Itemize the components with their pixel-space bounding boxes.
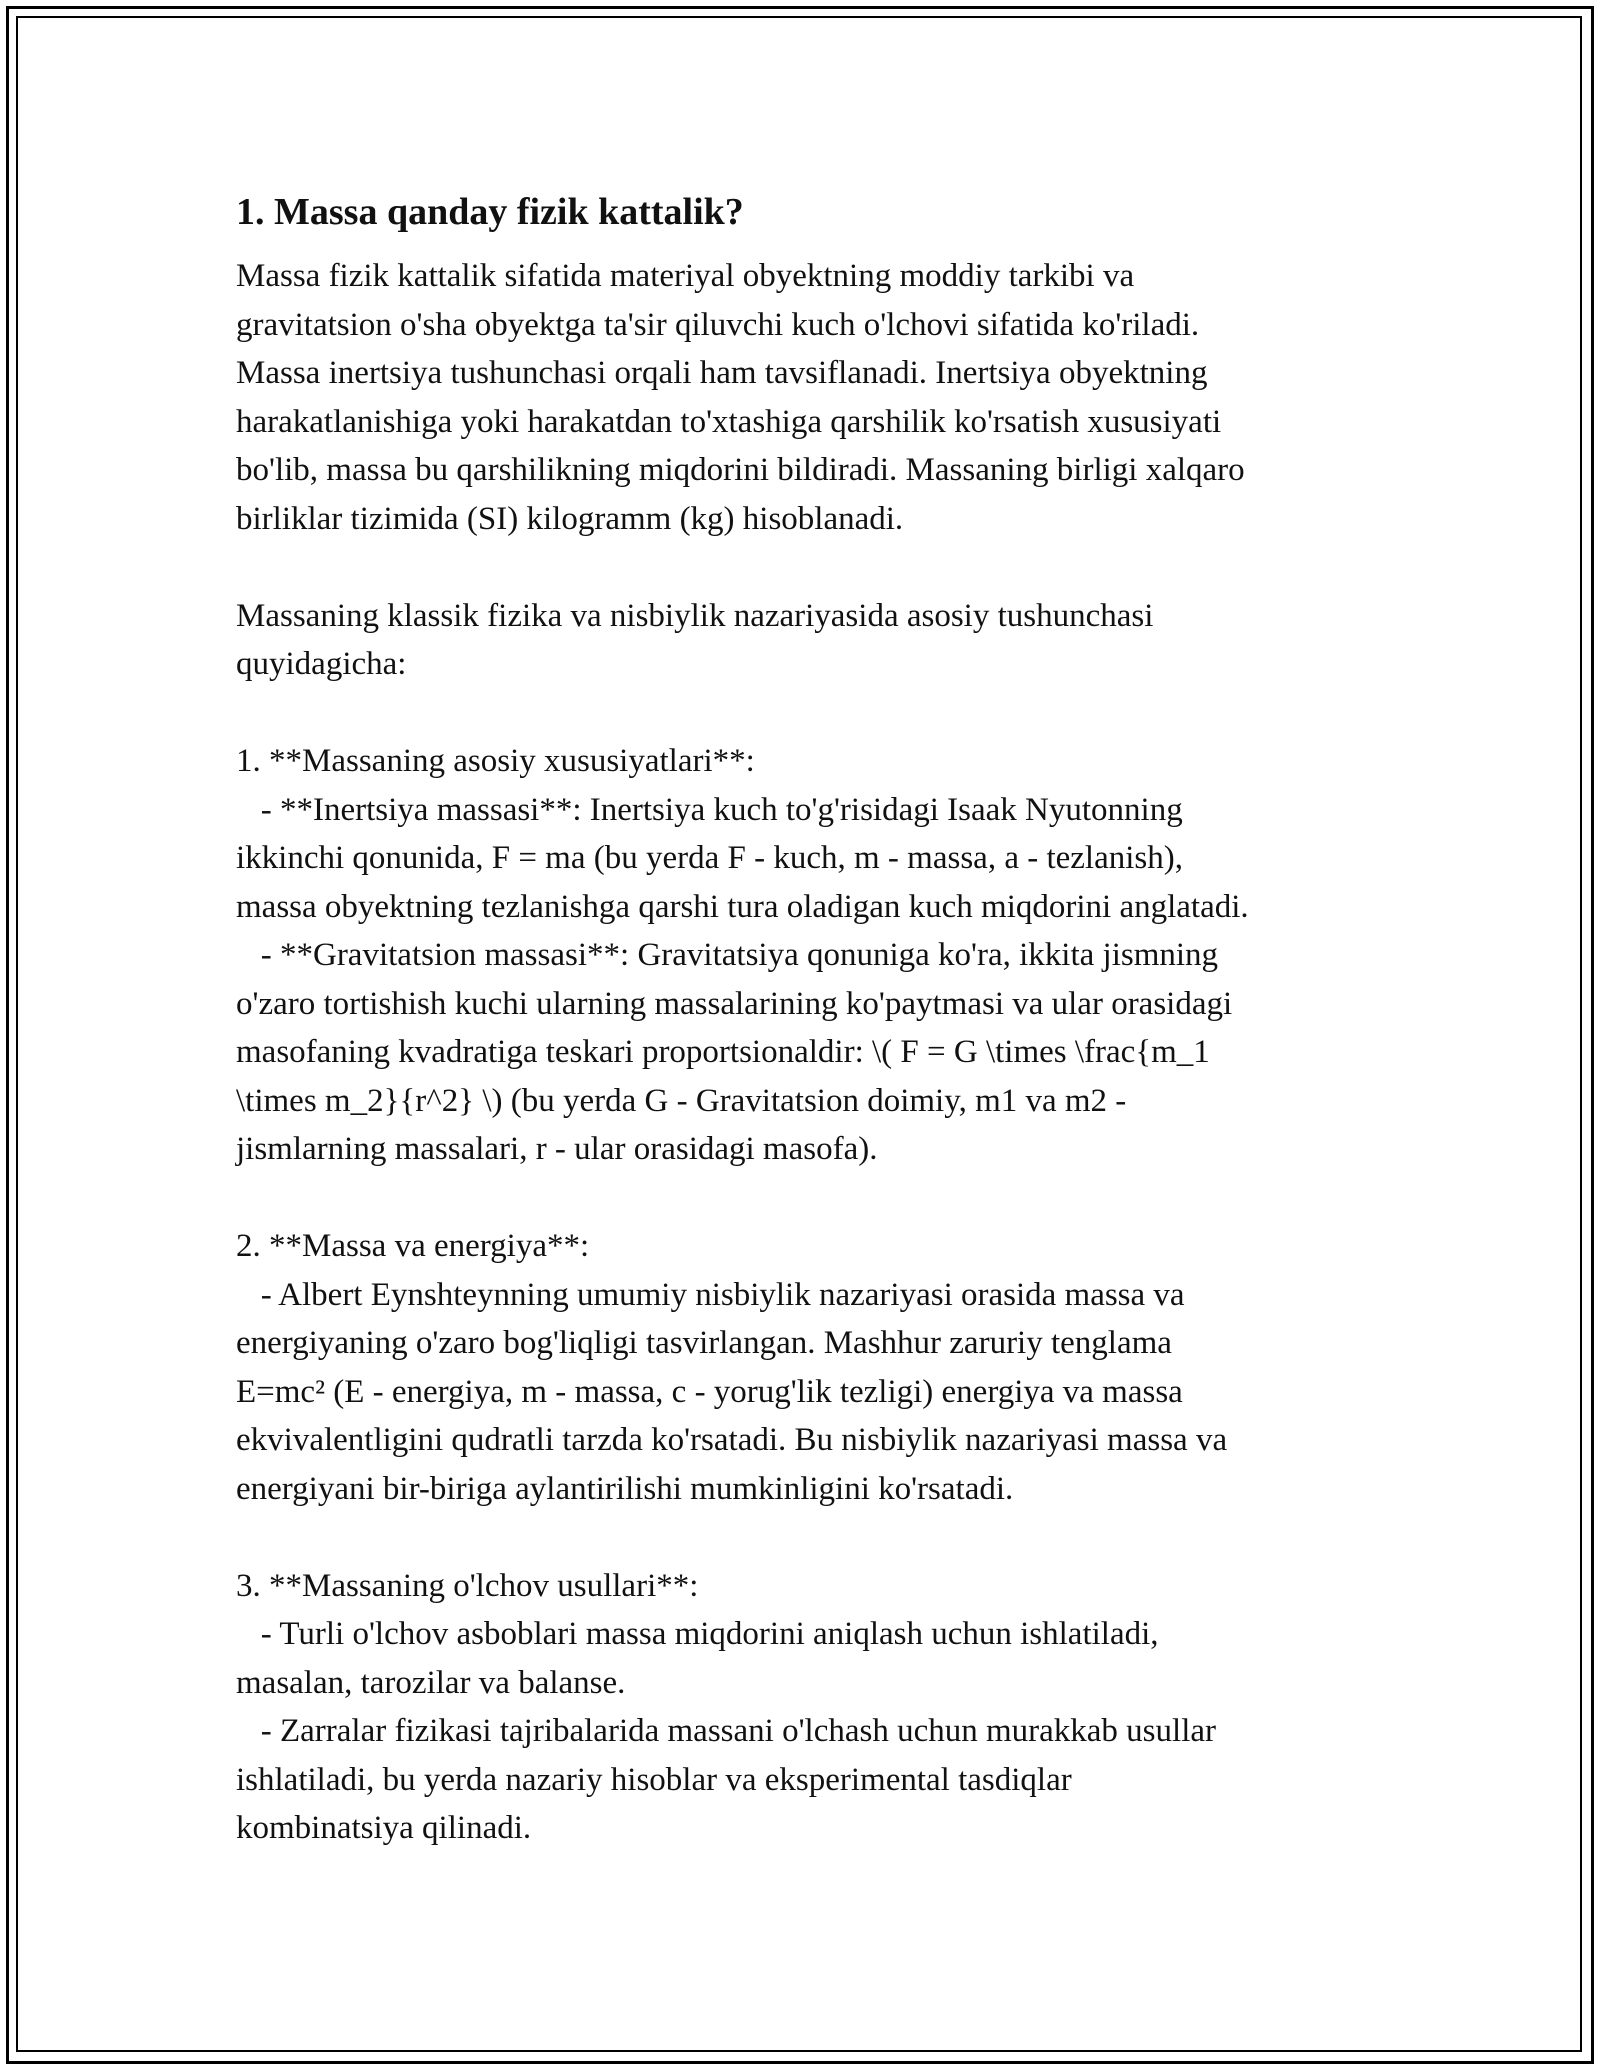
document-heading: 1. Massa qanday fizik kattalik? xyxy=(236,191,744,233)
document-content xyxy=(236,180,1376,1853)
document-body: Massa fizik kattalik sifatida materiyal obyektning moddiy tarkibi va gravitatsion o'sha obyektga ta'sir qiluvchi kuch o'lchovi sifatida ko'riladi. Massa inertsiya tushunchasi orqali ham tavsiflanadi. Inertsiya obyektning harakatlanishiga yoki harakatdan to'xtashiga qarshilik ko'rsatish xususiyati bo'lib, massa bu qarshilikning miqdorini bildiradi. Massaning birligi xalqaro birliklar tizimida (SI) kilogramm (kg) hisoblanadi. Massaning klassik fizika va nisbiylik nazariyasida asosiy tushunchasi quyidagicha: 1. **Massaning asosiy xususiyatlari**: - **Inertsiya massasi**: Inertsiya kuch to'g'risidagi Isaak Nyutonning ikkinchi qonunida, F = ma (bu yerda F - kuch, m - massa, a - tezlanish), massa obyektning tezlanishga qarshi tura oladigan kuch miqdorini anglatadi. - **Gravitatsion massasi**: Gravitatsiya qonuniga ko'ra, ikkita jismning o'zaro tortishish kuchi ularning massalarining ko'paytmasi va ular orasidagi masofaning kvadratiga teskari proportsionaldir: \( F = G \times \frac{m_1 \times m_2}{r^2} \) (bu yerda G - Gravitatsion doimiy, m1 va m2 - jismlarning massalari, r - ular orasidagi masofa). 2. **Massa va energiya**: - Albert Eynshteynning umumiy nisbiylik nazariyasi orasida massa va energiyaning o'zaro bog'liqligi tasvirlangan. Mashhur zaruriy tenglama E=mc² (E - energiya, m - massa, c - yorug'lik tezligi) energiya va massa ekvivalentligini qudratli tarzda ko'rsatadi. Bu nisbiylik nazariyasi massa va energiyani bir-biriga aylantirilishi mumkinligini ko'rsatadi. 3. **Massaning o'lchov usullari**: - Turli o'lchov asboblari massa miqdorini aniqlash uchun ishlatiladi, masalan, tarozilar va balanse. - Zarralar fizikasi tajribalarida massani o'lchash uchun murakkab usullar ishlatiladi, bu yerda nazariy hisoblar va eksperimental tasdiqlar kombinatsiya qilinadi. xyxy=(236,258,1249,1846)
